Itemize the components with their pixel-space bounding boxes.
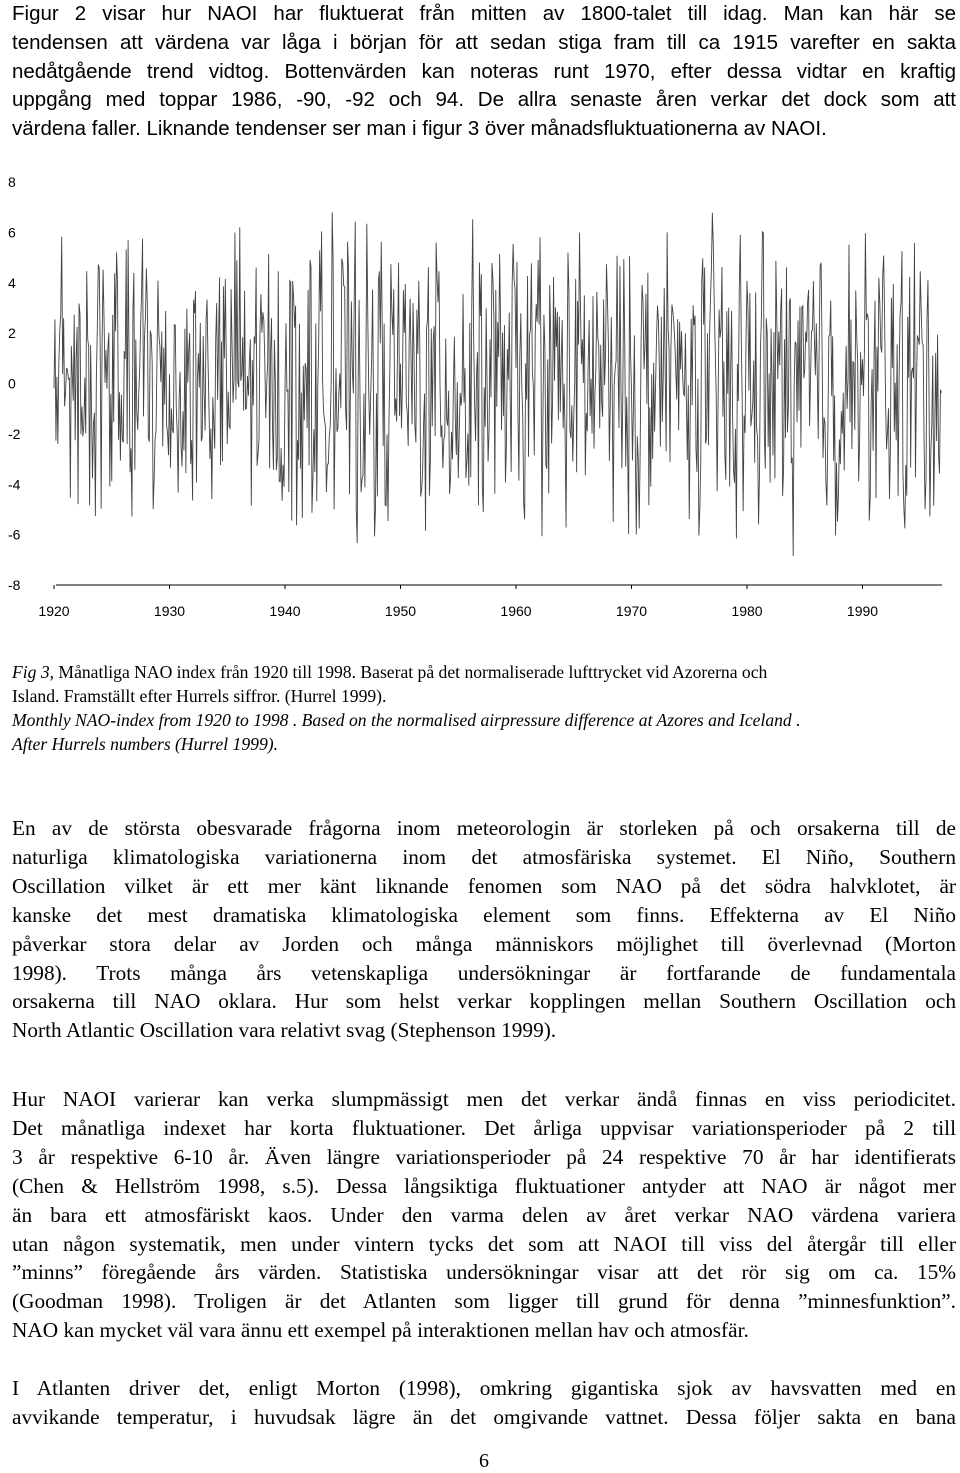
para-line: utan någon systematik, men under vintern tycks det som att NAOI till viss del återgår till eller <box>12 1231 956 1256</box>
intro-line: nedåtgående trend vidtog. Bottenvärden kan noteras runt 1970, efter dessa vidtar en kraftig <box>12 59 956 83</box>
y-tick-label: 4 <box>8 274 16 291</box>
caption-fig-label: Fig 3, <box>12 662 55 682</box>
y-tick-label: 0 <box>8 375 16 392</box>
x-tick-label: 1970 <box>615 603 648 619</box>
para-line: (Chen & Hellström 1998, s.5). Dessa långsiktiga fluktuationer antyder att NAO är något mer <box>12 1173 956 1198</box>
intro-line: uppgång med toppar 1986, -90, -92 och 94. De allra senaste åren verkar det dock som att <box>12 88 956 112</box>
x-tick-label: 1920 <box>38 603 70 619</box>
para-line: Det månatliga indexet har korta fluktuationer. Det årliga uppvisar variationsperioder på 2 till <box>12 1115 956 1140</box>
body-paragraph-4 <box>12 1374 956 1432</box>
x-tick-label: 1940 <box>269 603 301 619</box>
para-line: I Atlanten driver det, enligt Morton (1998), omkring gigantiska sjok av havsvatten med en <box>12 1376 956 1400</box>
body-paragraph-3 <box>12 1085 956 1345</box>
nao-monthly-chart <box>0 160 960 630</box>
para-line: orsakerna till NAO oklara. Hur som helst verkar kopplingen mellan Southern Oscillation och <box>12 989 956 1014</box>
intro-line: tendensen att värdena var låga i början för att sedan stiga fram till ca 1915 varefter en sakta <box>12 30 956 54</box>
para-line: kanske det mest dramatiska klimatologiska element som finns. Effekterna av El Niño <box>12 902 956 927</box>
page-number: 6 <box>479 1450 489 1472</box>
para-line: (Goodman 1998). Troligen är det Atlanten som ligger till grund för denna ”minnesfunktion”. <box>12 1289 956 1314</box>
caption-english-line-1: Monthly NAO-index from 1920 to 1998 . Based on the normalised airpressure difference at Azores and Iceland . <box>12 710 801 730</box>
para-line: avvikande temperatur, i huvudsak lägre än det omgivande vattnet. Dessa följer sakta en bana <box>12 1404 956 1429</box>
x-axis-ticks <box>38 585 878 619</box>
body-paragraph-2 <box>12 814 956 1045</box>
intro-line: värdena faller. Liknande tendenser ser man i figur 3 över månadsfluktuationerna av NAOI. <box>12 117 827 141</box>
para-line: Oscillation vilket är ett mer känt liknande fenomen som NAO på det södra halvklotet, är <box>12 873 956 898</box>
para-line: 1998). Trots många års vetenskapliga undersökningar är fortfarande de fundamentala <box>12 960 956 985</box>
y-tick-label: 2 <box>8 325 16 342</box>
nao-series-line <box>54 212 941 556</box>
y-tick-label: -8 <box>8 577 21 593</box>
x-tick-label: 1950 <box>384 603 417 619</box>
x-tick-label: 1990 <box>846 603 879 619</box>
figure-caption <box>12 660 956 756</box>
y-axis-ticks <box>8 174 21 593</box>
x-tick-label: 1960 <box>500 603 532 619</box>
para-line: naturliga klimatologiska variationerna inom det atmosfäriska systemet. El Niño, Southern <box>12 844 956 869</box>
intro-line: Figur 2 visar hur NAOI har fluktuerat från mitten av 1800-talet till idag. Man kan här se <box>12 2 956 25</box>
para-line: 3 år respektive 6-10 år. Även längre variationsperioder på 24 respektive 70 år har identifierats <box>12 1144 956 1169</box>
y-tick-label: 8 <box>8 174 16 190</box>
para-line: NAO kan mycket väl vara ännu ett exempel på interaktionen mellan hav och atmosfär. <box>12 1318 749 1343</box>
x-tick-label: 1980 <box>731 603 763 619</box>
para-line: Hur NAOI varierar kan verka slumpmässigt men det verkar ändå finnas en viss periodicitet. <box>12 1087 956 1111</box>
caption-swedish-line-2: Island. Framställt efter Hurrels siffror. (Hurrel 1999). <box>12 686 387 706</box>
para-line: En av de största obesvarade frågorna inom meteorologin är storleken på och orsakerna till de <box>12 816 956 840</box>
para-line: ”minns” föregående års värden. Statistiska undersökningar visar att det rör sig om ca. 15% <box>12 1260 956 1285</box>
para-line: påverkar stora delar av Jorden och många människors möjlighet till överlevnad (Morton <box>12 931 956 956</box>
y-tick-label: -4 <box>8 476 21 493</box>
y-tick-label: -6 <box>8 526 21 543</box>
caption-swedish-line-1: Fig 3, Månatliga NAO index från 1920 till 1998. Baserat på det normaliserade lufttrycket vid Azorerna och <box>12 662 768 682</box>
x-tick-label: 1930 <box>153 603 186 619</box>
caption-english-line-2: After Hurrels numbers (Hurrel 1999). <box>12 734 279 754</box>
intro-paragraph <box>12 0 956 144</box>
y-tick-label: -2 <box>8 425 21 442</box>
y-tick-label: 6 <box>8 224 16 241</box>
para-line: North Atlantic Oscillation vara relativt svag (Stephenson 1999). <box>12 1018 557 1043</box>
para-line: än bara ett atmosfäriskt kaos. Under den varma delen av året verkar NAO värdena variera <box>12 1202 956 1227</box>
